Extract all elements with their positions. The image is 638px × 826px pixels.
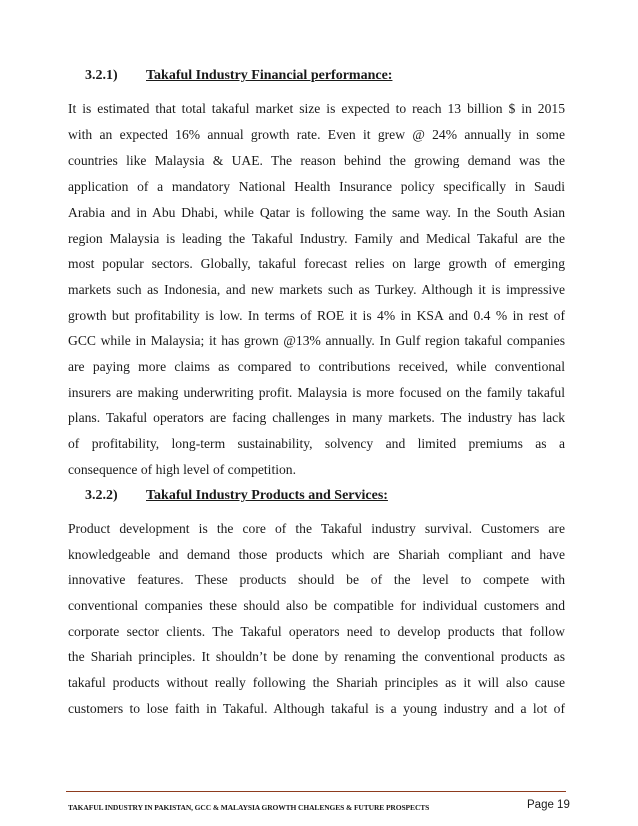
- text-line: insurers are making underwriting profit. Malaysia is more focused on the family takaful: [68, 385, 565, 400]
- section-title: Takaful Industry Financial performance:: [146, 68, 393, 83]
- text-line: innovative features. These products should be of the level to compete with: [68, 572, 565, 587]
- text-line: corporate sector clients. The Takaful operators need to develop products that follow: [68, 624, 565, 639]
- text-line: consequence of high level of competition.: [68, 462, 297, 477]
- text-line: markets such as Indonesia, and new markets such as Turkey. Although it is impressive: [68, 282, 565, 297]
- footer-title: TAKAFUL INDUSTRY IN PAKISTAN, GCC & MALAYSIA GROWTH CHALENGES & FUTURE PROSPECTS: [68, 803, 430, 812]
- text-line: GCC while in Malaysia; it has grown @13% annually. In Gulf region takaful companies: [68, 333, 565, 348]
- footer-divider: [66, 791, 566, 792]
- text-line: with an expected 16% annual growth rate. Even it grew @ 24% annually in some: [68, 127, 565, 142]
- text-line: growth but profitability is low. In terms of ROE it is 4% in KSA and 0.4 % in rest of: [68, 308, 565, 323]
- text-line: the Shariah principles. It shouldn’t be done by renaming the conventional products as: [68, 649, 565, 664]
- text-line: region Malaysia is leading the Takaful Industry. Family and Medical Takaful are the: [68, 231, 565, 246]
- text-line: customers to lose faith in Takaful. Although takaful is a young industry and a lot of: [68, 701, 565, 716]
- text-line: Arabia and in Abu Dhabi, while Qatar is following the same way. In the South Asian: [68, 205, 565, 220]
- text-line: conventional companies these should also be compatible for individual customers and: [68, 598, 565, 613]
- section-heading-3-2-2: [85, 488, 388, 504]
- section-title: Takaful Industry Products and Services:: [146, 488, 388, 503]
- text-line: are paying more claims as compared to contributions received, while conventional: [68, 359, 565, 374]
- text-line: Product development is the core of the Takaful industry survival. Customers are: [68, 521, 565, 536]
- page-number: Page 19: [527, 799, 570, 811]
- text-line: countries like Malaysia & UAE. The reason behind the growing demand was the: [68, 153, 565, 168]
- section-number: 3.2.2): [85, 488, 118, 503]
- text-line: takaful products without really following the Shariah principles as it will also cause: [68, 675, 565, 690]
- text-line: most popular sectors. Globally, takaful forecast relies on large growth of emerging: [68, 256, 565, 271]
- text-line: It is estimated that total takaful market size is expected to reach 13 billion $ in 2015: [68, 101, 565, 116]
- text-line: knowledgeable and demand those products which are Shariah compliant and have: [68, 547, 565, 562]
- text-line: of profitability, long-term sustainability, solvency and limited premiums as a: [68, 436, 565, 451]
- section-number: 3.2.1): [85, 68, 118, 83]
- text-line: application of a mandatory National Health Insurance policy specifically in Saudi: [68, 179, 565, 194]
- section-heading-3-2-1: [85, 68, 392, 84]
- text-line: plans. Takaful operators are facing challenges in many markets. The industry has lack: [68, 410, 565, 425]
